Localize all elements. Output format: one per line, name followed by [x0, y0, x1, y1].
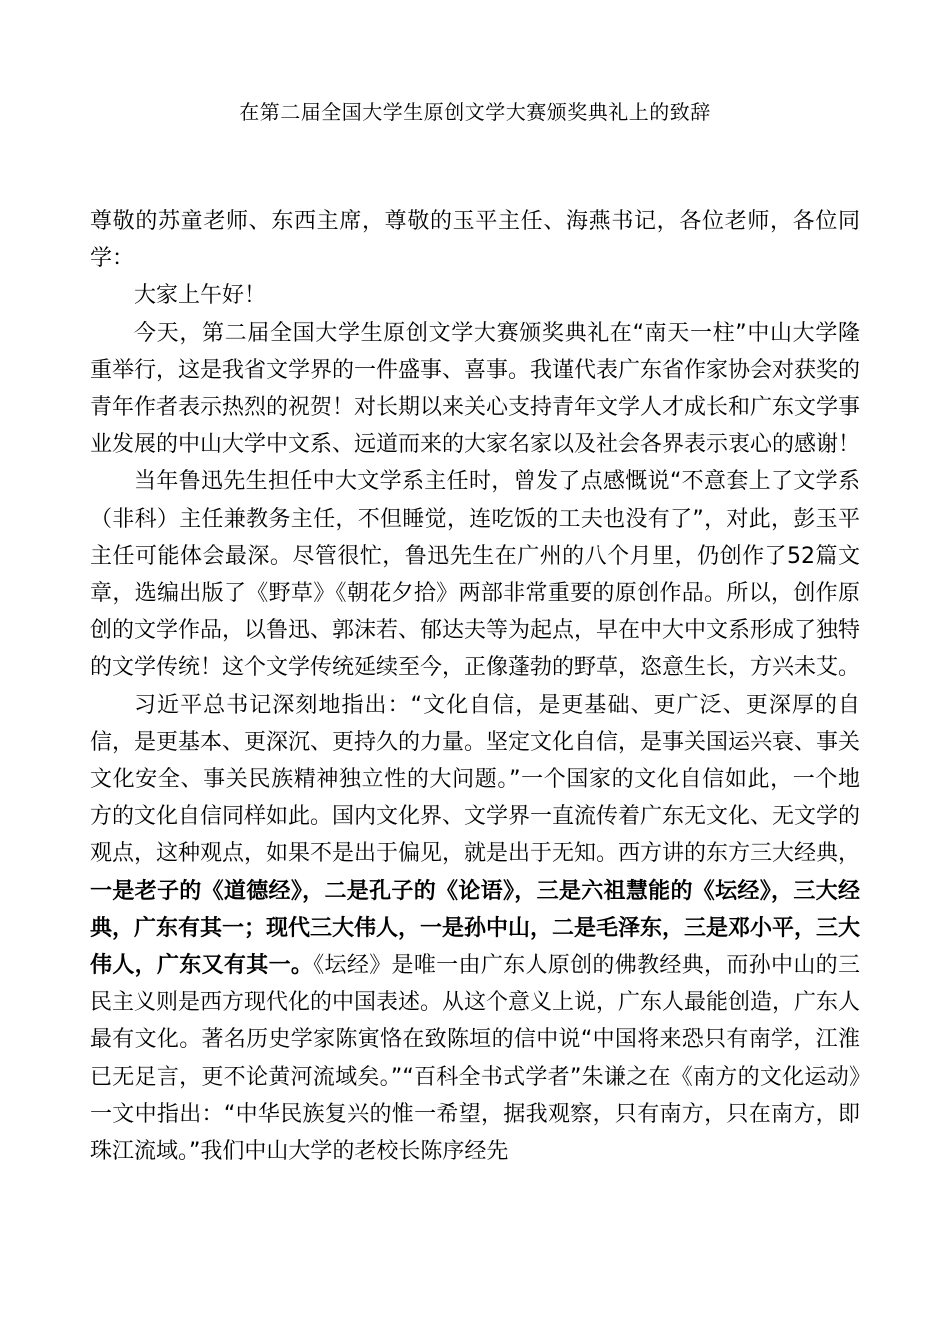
- paragraph-3: [90, 687, 860, 1171]
- document-title: 在第二届全国大学生原创文学大赛颁奖典礼上的致辞: [239, 100, 711, 124]
- paragraph-3-bold: 一是老子的《道德经》，二是孔子的《论语》，三是六祖慧能的《坛经》，三大经典，广东有其一；现代三大伟人，一是孙中山，二是毛泽东，三是邓小平，三大伟人，广东又有其一。: [90, 878, 861, 979]
- paragraph-2: 当年鲁迅先生担任中大文学系主任时，曾发了点感慨说“不意套上了文学系（非科）主任兼教务主任，不但睡觉，连吃饭的工夫也没有了”，对此，彭玉平主任可能体会最深。尽管很忙，鲁迅先生在广州的八个月里，仍创作了52篇文章，选编出版了《野草》《朝花夕拾》两部非常重要的原创作品。所以，创作原创的文学作品，以鲁迅、郭沫若、郁达夫等为起点，早在中大中文系形成了独特的文学传统！这个文学传统延续至今，正像蓬勃的野草，恣意生长，方兴未艾。: [90, 469, 861, 681]
- greeting-paragraph: 大家上午好！: [134, 283, 267, 309]
- paragraph-3-end: 《坛经》是唯一由广东人原创的佛教经典，而孙中山的三民主义则是西方现代化的中国表述。从这个意义上说，广东人最能创造，广东人最有文化。著名历史学家陈寅恪在致陈垣的信中说“中国将来恐只有南学，江淮已无足言，更不论黄河流域矣。”“百科全书式学者”朱谦之在《南方的文化运动》一文中指出：“中华民族复兴的惟一希望，据我观察，只有南方，只在南方，即珠江流域。”我们中山大学的老校长陈序经先: [90, 953, 861, 1165]
- salutation-paragraph: 尊敬的苏童老师、东西主席，尊敬的玉平主任、海燕书记，各位老师，各位同学：: [90, 209, 860, 272]
- paragraph-1: 今天，第二届全国大学生原创文学大赛颁奖典礼在“南天一柱”中山大学隆重举行，这是我省文学界的一件盛事、喜事。我谨代表广东省作家协会对获奖的青年作者表示热烈的祝贺！对长期以来关心支持青年文学人才成长和广东文学事业发展的中山大学中文系、远道而来的大家名家以及社会各界表示衷心的感谢！: [90, 320, 861, 458]
- document-body: [90, 203, 860, 1170]
- paragraph-3-start: 习近平总书记深刻地指出：“文化自信，是更基础、更广泛、更深厚的自信，是更基本、更深沉、更持久的力量。坚定文化自信，是事关国运兴衰、事关文化安全、事关民族精神独立性的大问题。”一个国家的文化自信如此，一个地方的文化自信同样如此。国内文化界、文学界一直流传着广东无文化、无文学的观点，这种观点，如果不是出于偏见，就是出于无知。西方讲的东方三大经典，: [90, 692, 861, 867]
